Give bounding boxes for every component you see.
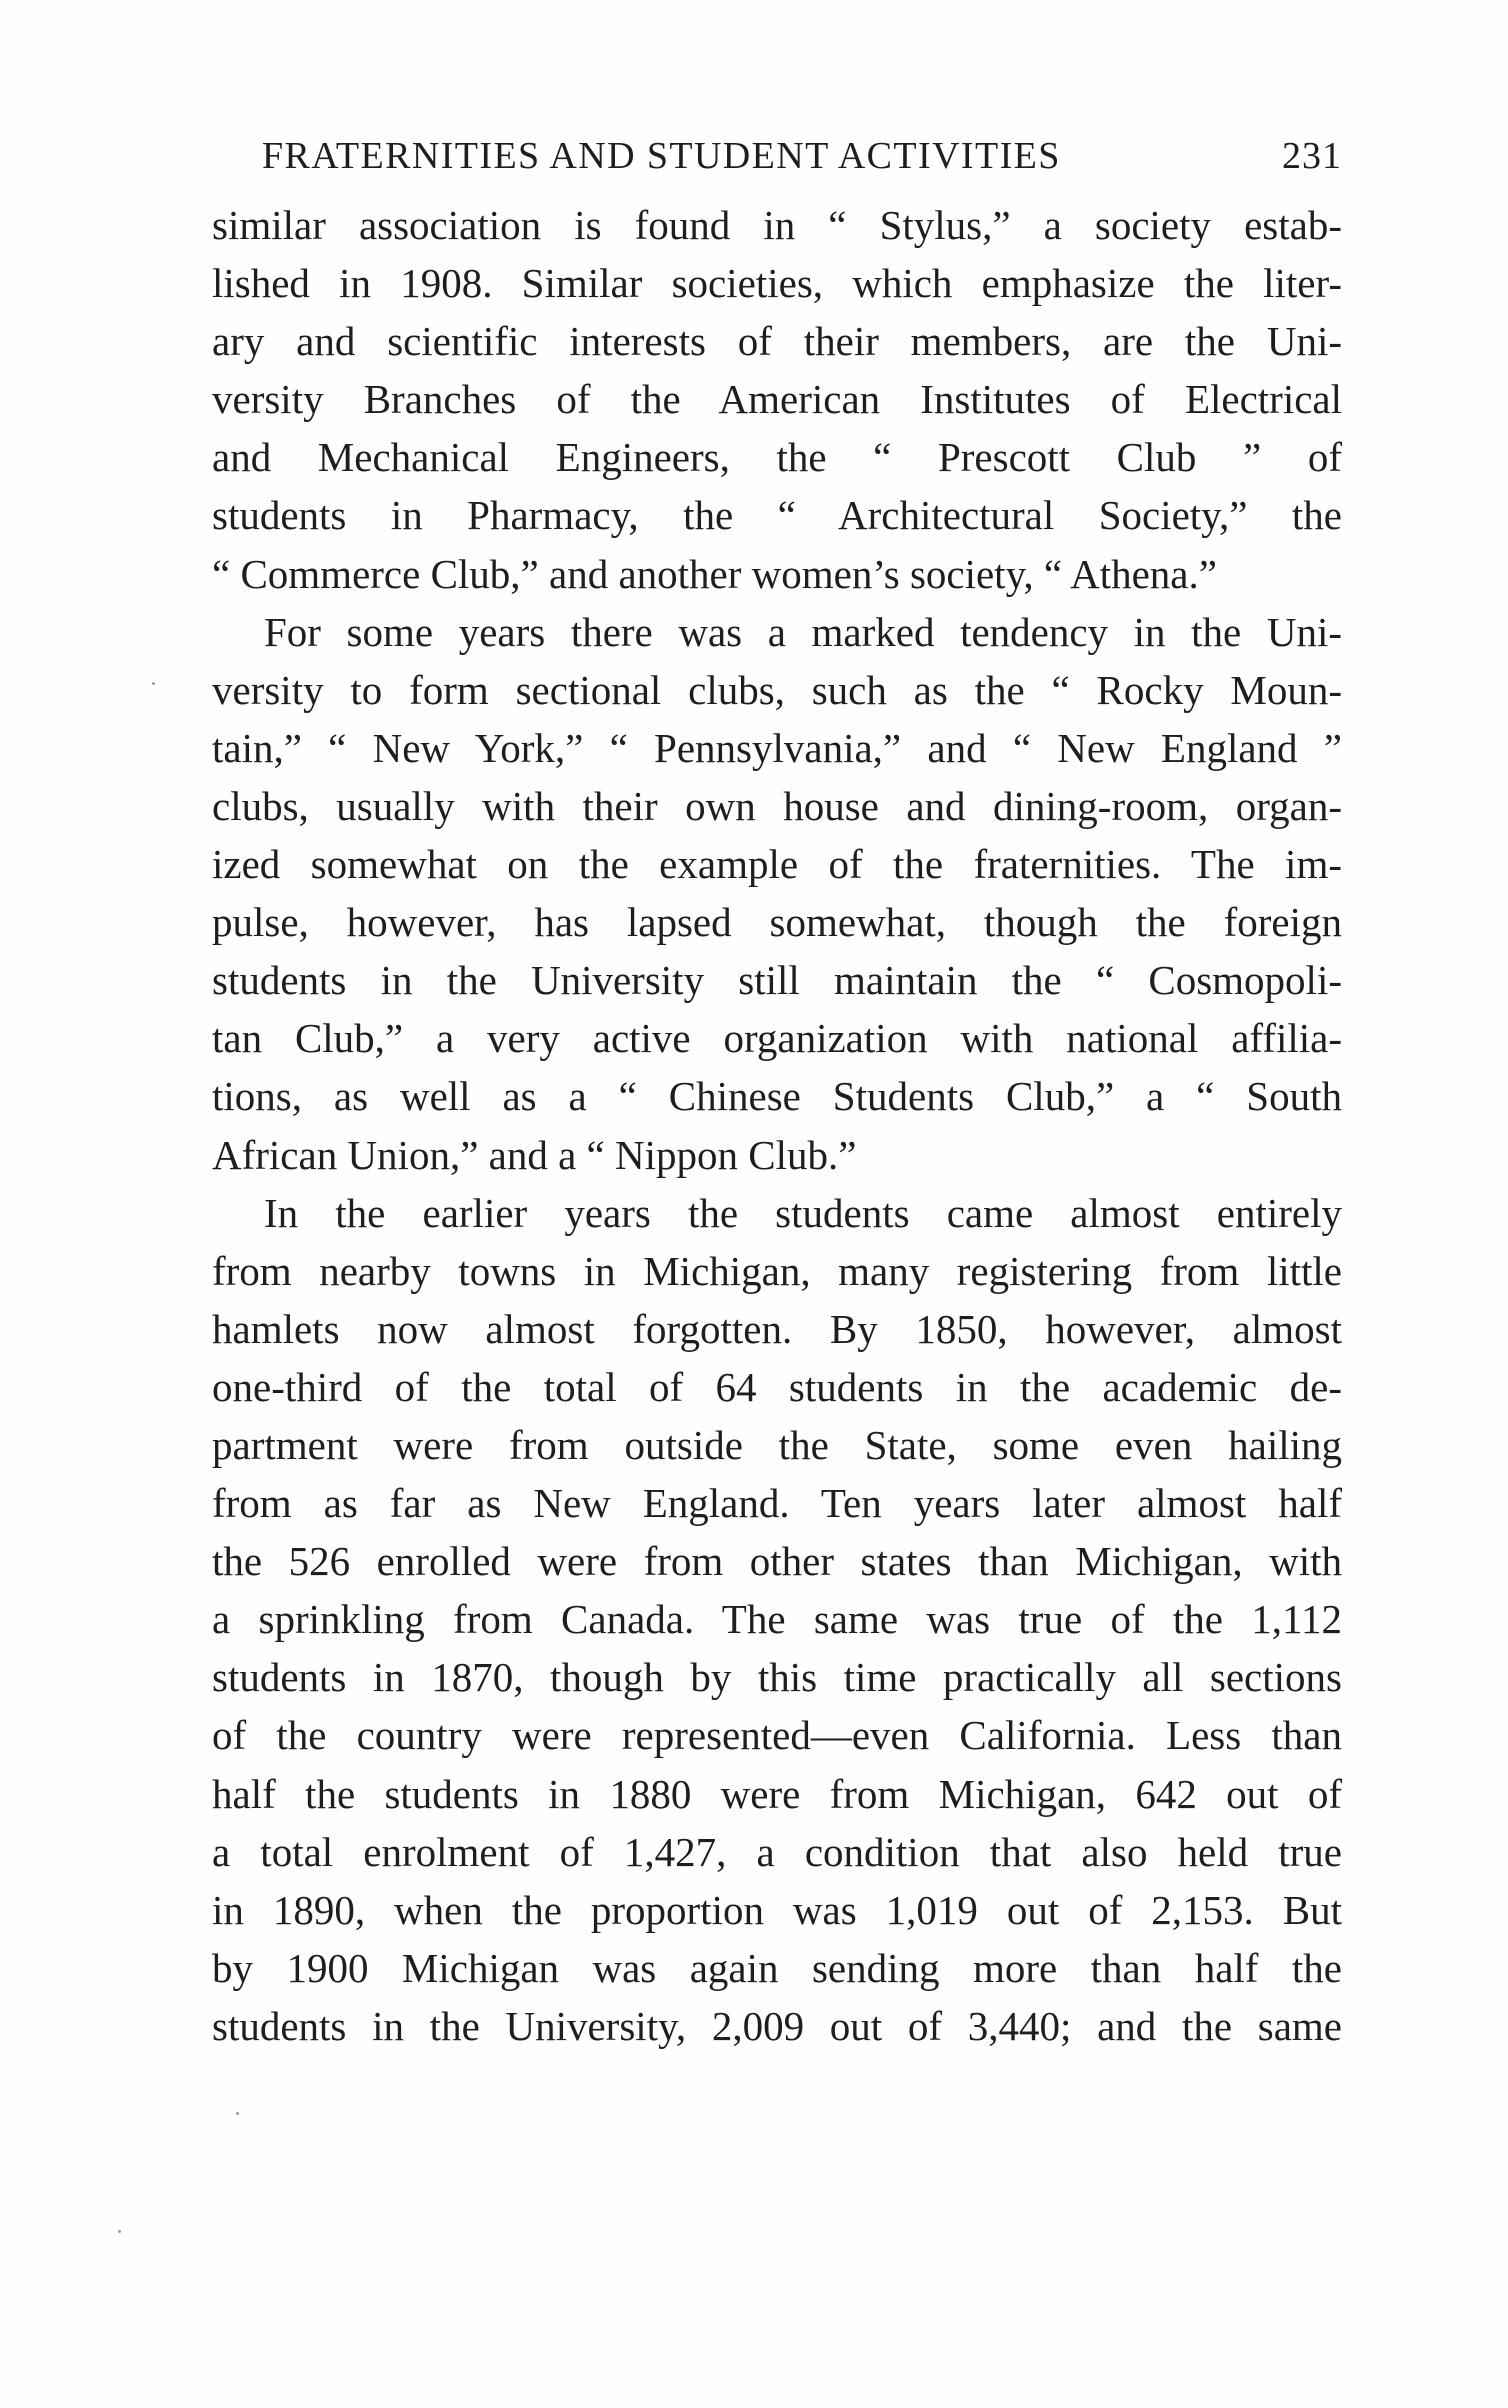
text-line: in 1890, when the proportion was 1,019 out of 2,153. But [212, 1886, 1342, 1933]
text-line: students in the University, 2,009 out of 3,440; and the same [212, 2002, 1342, 2049]
page-number: 231 [1282, 135, 1342, 177]
text-line: African Union,” and a “ Nippon Club.” [212, 1131, 857, 1178]
text-line: lished in 1908. Similar societies, which emphasize the liter- [212, 260, 1342, 307]
paragraph-start-line: In the earlier years the students came almost entirely [264, 1189, 1342, 1236]
paper-speck [152, 682, 155, 685]
text-line: versity Branches of the American Institutes of Electrical [212, 376, 1342, 423]
text-line: ary and scientific interests of their members, are the Uni- [212, 318, 1342, 365]
text-line: pulse, however, has lapsed somewhat, though the foreign [212, 899, 1342, 946]
text-line: students in Pharmacy, the “ Architectural Society,” the [212, 492, 1342, 539]
running-head [262, 128, 1342, 184]
text-line: tan Club,” a very active organization with national affilia- [212, 1015, 1342, 1062]
text-line: half the students in 1880 were from Michigan, 642 out of [212, 1770, 1342, 1817]
text-line: the 526 enrolled were from other states than Michigan, with [212, 1538, 1342, 1585]
text-line: from as far as New England. Ten years later almost half [212, 1480, 1342, 1527]
text-line: of the country were represented—even California. Less than [212, 1712, 1342, 1759]
text-line: hamlets now almost forgotten. By 1850, however, almost [212, 1305, 1342, 1352]
text-line: similar association is found in “ Stylus,” a society estab- [212, 202, 1342, 248]
paper-speck [236, 2112, 239, 2115]
text-line: versity to form sectional clubs, such as the “ Rocky Moun- [212, 666, 1342, 713]
text-line: “ Commerce Club,” and another women’s society, “ Athena.” [212, 550, 1217, 597]
text-line: a total enrolment of 1,427, a condition that also held true [212, 1828, 1342, 1875]
text-line: from nearby towns in Michigan, many registering from little [212, 1247, 1342, 1294]
text-line: ized somewhat on the example of the fraternities. The im- [212, 841, 1342, 888]
paper-speck [118, 2230, 121, 2233]
text-line: one-third of the total of 64 students in the academic de- [212, 1363, 1342, 1410]
text-line: tions, as well as a “ Chinese Students Club,” a “ South [212, 1073, 1342, 1120]
text-line: students in 1870, though by this time practically all sections [212, 1654, 1342, 1701]
text-line: partment were from outside the State, some even hailing [212, 1421, 1342, 1468]
text-line: and Mechanical Engineers, the “ Prescott Club ” of [212, 434, 1342, 481]
text-line: students in the University still maintain the “ Cosmopoli- [212, 957, 1342, 1004]
paragraph-start-line: For some years there was a marked tendency in the Uni- [264, 608, 1342, 655]
text-line: tain,” “ New York,” “ Pennsylvania,” and “ New England ” [212, 724, 1342, 771]
running-head-title: FRATERNITIES AND STUDENT ACTIVITIES [262, 135, 1061, 177]
body-text [212, 196, 1342, 2055]
text-line: a sprinkling from Canada. The same was true of the 1,112 [212, 1596, 1342, 1643]
text-line: by 1900 Michigan was again sending more than half the [212, 1944, 1342, 1991]
text-line: clubs, usually with their own house and dining-room, organ- [212, 782, 1342, 829]
